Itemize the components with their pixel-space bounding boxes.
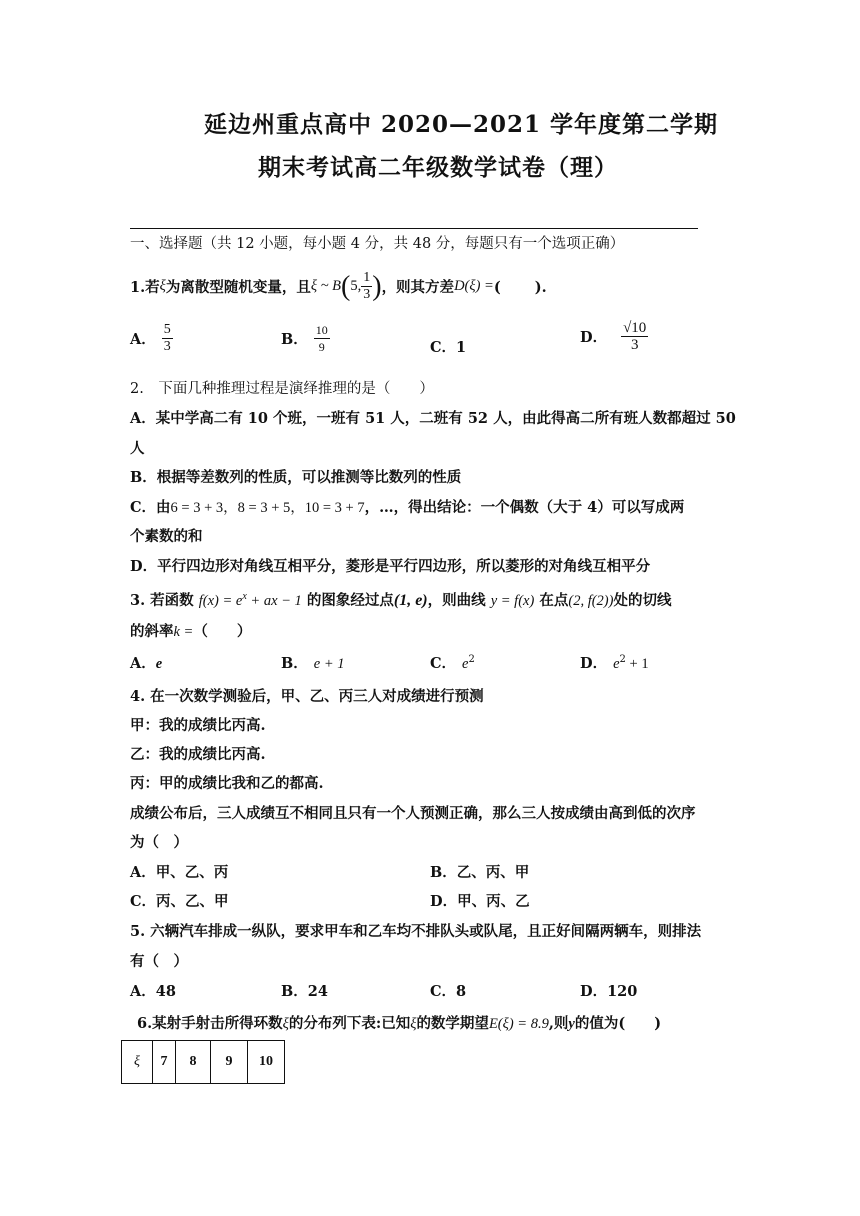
q3-f: f(x) = e (198, 593, 243, 609)
question-4: 4. 在一次数学测验后，甲、乙、丙三人对成绩进行预测 (130, 688, 484, 705)
q3-option-b (281, 652, 345, 673)
q1-variance: D(ξ) = (454, 278, 494, 294)
table-cell: 10 (248, 1041, 285, 1084)
q3-exp: x (242, 591, 247, 603)
q3-mid2: ，则曲线 (427, 592, 486, 609)
q1-option-b (281, 322, 330, 355)
q3-point2: (2, f(2)) (568, 593, 614, 609)
q4-condition-cont: 为（ ） (130, 834, 188, 851)
q1-p-den: 3 (363, 287, 371, 302)
question-6 (137, 1012, 661, 1033)
q6-expectation: E(ξ) = 8.9 (488, 1016, 549, 1032)
q1-a-fraction (162, 322, 173, 355)
q3-mid: 的图象经过点 (306, 592, 394, 609)
q1-end: ( ). (493, 279, 547, 296)
q6-xi: ξ (282, 1016, 289, 1032)
title-line-2: 期末考试高二年级数学试卷（理） (258, 154, 618, 181)
table-cell: 9 (211, 1041, 248, 1084)
q2-c-post: ，…，得出结论：一个偶数（大于 4）可以写成两 (364, 499, 685, 516)
q1-p-num: 1 (363, 270, 371, 285)
q6-mid: 的分布列下表:已知 (288, 1015, 411, 1032)
q3-c-value: e (462, 656, 469, 672)
q3-function (199, 593, 302, 609)
q2-option-a: A．某中学高二有 10 个班，一班有 51 人，二班有 52 人，由此得高二所有班人数都超过 50 (130, 410, 736, 427)
q6-mid3: ,则 (548, 1015, 569, 1032)
q1-mid: 为离散型随机变量，且 (165, 279, 311, 296)
q2-option-c-cont: 个素数的和 (130, 528, 203, 545)
q1-b-den: 9 (318, 340, 325, 354)
q3-b-value: e + 1 (313, 656, 345, 672)
table-row (122, 1041, 285, 1084)
q1-b-num: 10 (315, 323, 328, 337)
q3-d-tail: + 1 (625, 656, 649, 672)
table-cell-xi: ξ (122, 1041, 153, 1084)
q4-statement-yi: 乙：我的成绩比丙高. (130, 746, 266, 763)
q2-option-d: D．平行四边形对角线互相平分，菱形是平行四边形，所以菱形的对角线互相平分 (130, 558, 651, 575)
q1-tail: ，则其方差 (381, 279, 455, 296)
table-cell: 7 (153, 1041, 176, 1084)
q4-condition: 成绩公布后，三人成绩互不相同且只有一个人预测正确，那么三人按成绩由高到低的次序 (130, 805, 696, 822)
q1-a-num: 5 (163, 322, 171, 337)
q2-option-b: B．根据等差数列的性质，可以推测等比数列的性质 (130, 469, 462, 486)
q3-a-value: e (155, 656, 163, 672)
q6-xi2: ξ (410, 1016, 417, 1032)
q3-d-value: e (613, 656, 620, 672)
q3-a-label: A． (130, 655, 156, 672)
q4-option-a: A．甲、乙、丙 (130, 864, 229, 881)
q3-end: 处的切线 (613, 592, 672, 609)
q2-c-pre: C．由 (130, 499, 171, 516)
q6-pre: 6.某射手射击所得环数 (137, 1015, 283, 1032)
q1-dist: ξ ~ B (310, 278, 342, 294)
question-3 (130, 589, 671, 610)
q1-d-num: √10 (623, 320, 647, 336)
q1-prefix: 1.若 (130, 279, 160, 296)
q4-option-c: C．丙、乙、甲 (130, 893, 229, 910)
q3-k: k = (173, 624, 194, 640)
q1-option-c: C．1 (430, 339, 467, 356)
question-1 (130, 270, 547, 303)
q1-lparen: ( (341, 270, 351, 302)
q2-option-c (130, 496, 684, 517)
q3-pre: 3. 若函数 (130, 592, 194, 609)
q1-b-fraction (314, 322, 330, 355)
question-5: 5. 六辆汽车排成一纵队，要求甲车和乙车均不排队头或队尾，且正好间隔两辆车，则排法 (130, 923, 702, 940)
q1-rparen: ) (372, 270, 382, 302)
q5-option-d: D．120 (580, 983, 638, 1000)
title-line-1: 延边州重点高中 2020—2021 学年度第二学期 (204, 111, 719, 138)
q1-d-fraction (621, 320, 648, 353)
q3-option-c (430, 652, 475, 673)
question-3-cont (130, 620, 251, 641)
q6-y: y (568, 1016, 575, 1032)
q4-option-d: D．甲、丙、乙 (430, 893, 530, 910)
distribution-table (121, 1040, 285, 1084)
q6-mid2: 的数学期望 (416, 1015, 489, 1032)
q3-f2: + ax − 1 (246, 593, 302, 609)
question-2: 2. 下面几种推理过程是演绎推理的是（ ） (130, 381, 434, 397)
q3-point: (1, e) (393, 592, 428, 609)
q3-mid3: 在点 (539, 592, 569, 609)
q5-option-a: A．48 (130, 983, 176, 1000)
q1-b-label: B． (281, 331, 308, 348)
q4-statement-jia: 甲：我的成绩比丙高. (130, 717, 266, 734)
q3-d-label: D． (580, 655, 608, 672)
q3-curve: y = f(x) (490, 593, 535, 609)
q1-xi: ξ (159, 278, 166, 294)
section-heading: 一、选择题（共 12 小题，每小题 4 分，共 48 分，每题只有一个选项正确） (130, 236, 625, 252)
q6-end: 的值为( ) (574, 1015, 662, 1032)
q1-d-label: D． (580, 329, 608, 346)
q1-a-label: A． (130, 331, 156, 348)
q1-option-d (580, 320, 648, 353)
q1-a-den: 3 (163, 339, 171, 354)
q5-option-c: C．8 (430, 983, 467, 1000)
q5-option-b: B．24 (281, 983, 328, 1000)
header-divider (130, 228, 698, 229)
q2-c-math: 6 = 3 + 3，8 = 3 + 5，10 = 3 + 7 (170, 500, 365, 516)
q3-option-a (130, 652, 162, 673)
q1-n: 5, (350, 278, 362, 294)
q3-line2-end: （ ） (193, 623, 252, 640)
q3-c-exp: 2 (468, 654, 475, 666)
q3-option-d (580, 652, 649, 673)
q4-option-b: B．乙、丙、甲 (430, 864, 530, 881)
q3-b-label: B． (281, 655, 308, 672)
q3-c-label: C． (430, 655, 457, 672)
q1-p-fraction (361, 270, 372, 303)
q1-option-a (130, 322, 173, 355)
question-5-cont: 有（ ） (130, 953, 188, 970)
q2-option-a-cont: 人 (130, 440, 145, 457)
q3-line2-pre: 的斜率 (130, 623, 174, 640)
table-cell: 8 (176, 1041, 211, 1084)
q4-statement-bing: 丙：甲的成绩比我和乙的都高. (130, 775, 324, 792)
q1-d-den: 3 (630, 337, 639, 353)
q3-d-exp: 2 (619, 654, 626, 666)
